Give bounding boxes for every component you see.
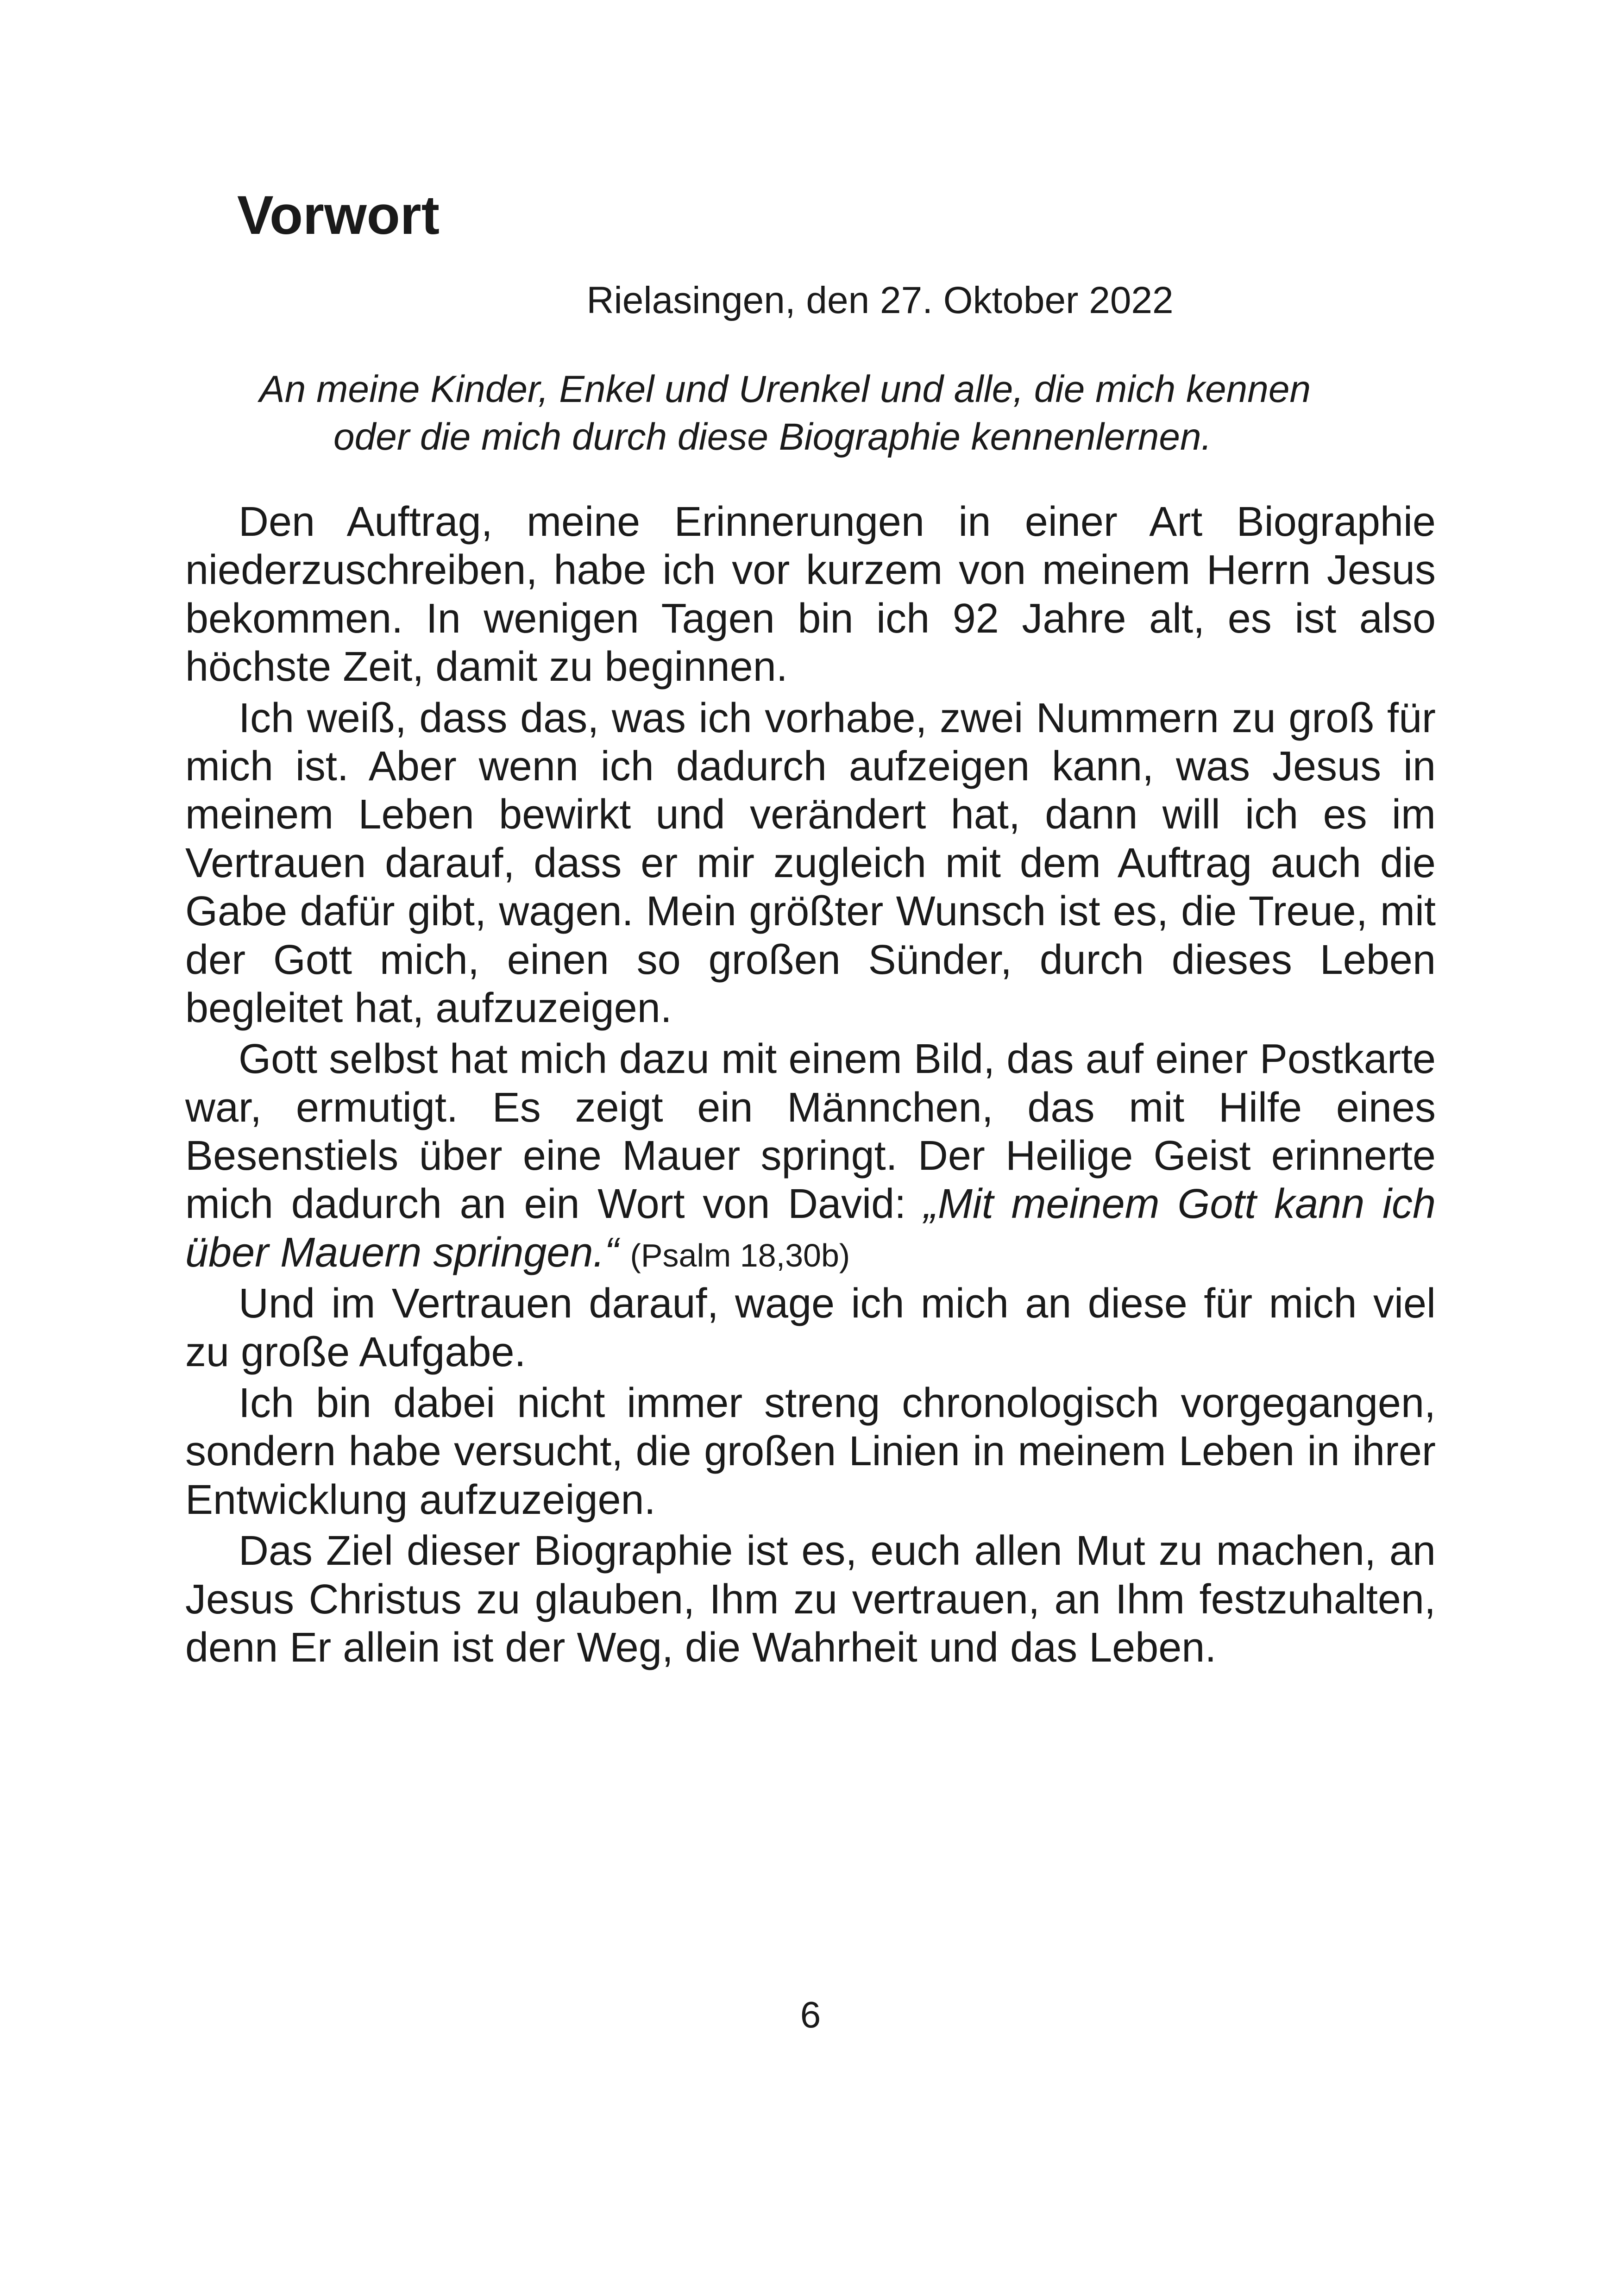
paragraph-5: Ich bin dabei nicht immer streng chronologisch vorgegangen, sondern habe versucht, die großen Linien in meinem Leben in ihrer Entwicklung aufzuzeigen. (185, 1380, 1436, 1523)
dedication-line-2: oder die mich durch diese Biographie kennenlernen. (333, 415, 1212, 458)
psalm-reference: (Psalm 18,30b) (630, 1237, 850, 1273)
dedication (259, 366, 1445, 461)
dateline: Rielasingen, den 27. Oktober 2022 (586, 279, 1174, 321)
paragraph-1: Den Auftrag, meine Erinnerungen in einer Art Biographie niederzuschreiben, habe ich vor kurzem von meinem Herrn Jesus bekommen. In wenigen Tagen bin ich 92 Jahre alt, es ist also höchste Zeit, damit zu beginnen. (185, 499, 1436, 690)
psalm-quote: „Mit meinem Gott kann ich über Mauern springen.“ (185, 1181, 1436, 1276)
paragraph-6: Das Ziel dieser Biographie ist es, euch allen Mut zu machen, an Jesus Christus zu glauben, Ihm zu vertrauen, an Ihm festzuhalten, denn Er allein ist der Weg, die Wahrheit und das Leben. (185, 1528, 1436, 1671)
paragraph-3-text: Gott selbst hat mich dazu mit einem Bild, das auf einer Postkarte war, ermutigt. Es zeigt ein Männchen, das mit Hilfe eines Besenstiels über eine Mauer springt. Der Heilige Geist erinnerte mich dadurch an ein Wort von David: (185, 1036, 1436, 1228)
paragraph-3 (185, 1035, 1436, 1277)
dedication-line-1: An meine Kinder, Enkel und Urenkel und alle, die mich kennen (259, 368, 1311, 410)
body-text (185, 498, 1436, 1675)
page-number: 6 (800, 1994, 821, 2035)
page-heading: Vorwort (237, 185, 440, 246)
paragraph-4: Und im Vertrauen darauf, wage ich mich an diese für mich viel zu große Aufgabe. (185, 1280, 1436, 1375)
paragraph-2: Ich weiß, dass das, was ich vorhabe, zwei Nummern zu groß für mich ist. Aber wenn ich dadurch aufzeigen kann, was Jesus in meinem Leben bewirkt und verändert hat, dann will ich es im Vertrauen darauf, dass er mir zugleich mit dem Auftrag auch die Gabe dafür gibt, wagen. Mein größter Wunsch ist es, die Treue, mit der Gott mich, einen so großen Sünder, durch dieses Leben begleitet hat, aufzuzeigen. (185, 695, 1436, 1031)
